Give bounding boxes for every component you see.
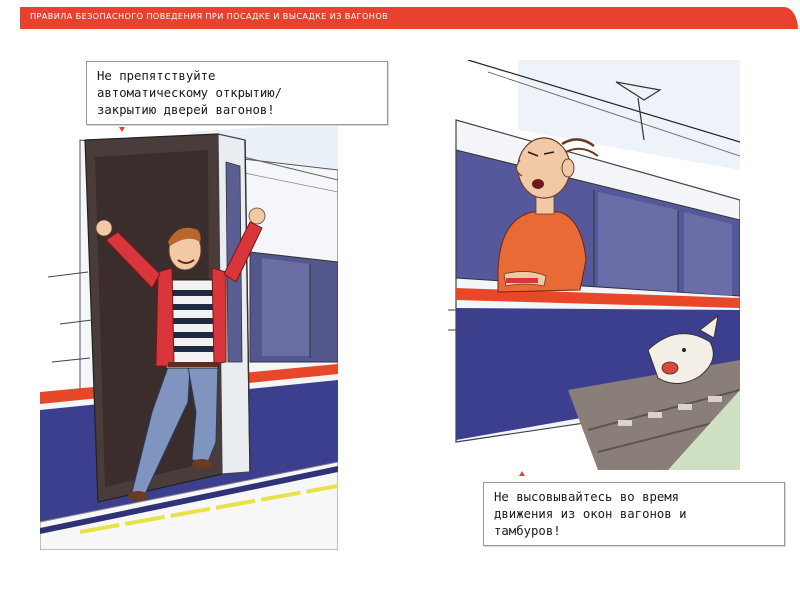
window-leaning-illustration: [448, 60, 740, 470]
door-blocking-illustration: [40, 62, 338, 550]
callout-text-line: тамбуров!: [494, 524, 561, 538]
callout-text-line: движения из окон вагонов и: [494, 507, 687, 521]
header-bar: [20, 7, 798, 29]
callout-text-line: Не препятствуйте: [97, 69, 216, 83]
door-warning-callout: [86, 61, 388, 125]
callout-pointer-icon: [519, 471, 525, 476]
callout-text-line: автоматическому открытию/: [97, 86, 283, 100]
page-title: ПРАВИЛА БЕЗОПАСНОГО ПОВЕДЕНИЯ ПРИ ПОСАДКЕ И ВЫСАДКЕ ИЗ ВАГОНОВ: [30, 11, 389, 21]
window-warning-callout: [483, 482, 785, 546]
callout-text-line: закрытию дверей вагонов!: [97, 103, 275, 117]
callout-text-line: Не высовывайтесь во время: [494, 490, 680, 504]
callout-pointer-icon: [119, 127, 125, 132]
